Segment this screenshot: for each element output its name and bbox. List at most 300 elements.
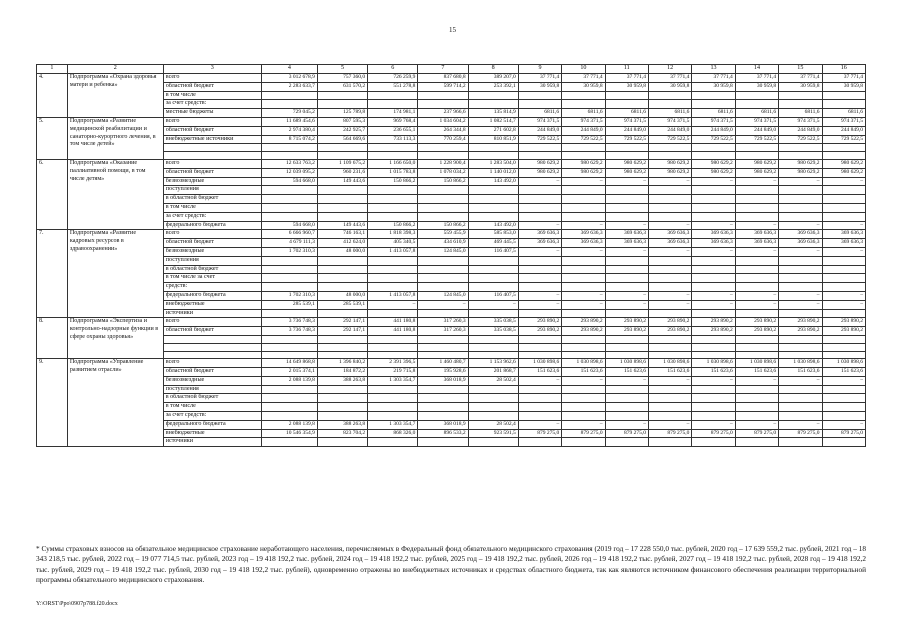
amount-cell: –	[822, 221, 865, 230]
amount-cell	[605, 212, 648, 221]
amount-cell: 2 283 633,7	[261, 82, 317, 91]
amount-cell: 125 789,8	[317, 109, 367, 118]
funding-source: федерального бюджета	[163, 291, 261, 300]
row-number: 7.	[37, 230, 68, 318]
amount-cell: 1 082 514,7	[468, 117, 518, 126]
amount-cell: –	[692, 221, 735, 230]
amount-cell	[605, 91, 648, 100]
amount-cell: 879 275,0	[648, 429, 691, 438]
amount-cell: 729 522,5	[518, 135, 561, 144]
amount-cell	[779, 144, 822, 152]
funding-source: за счет средств:	[163, 212, 261, 221]
column-header: 8	[468, 65, 518, 74]
column-header: 15	[779, 65, 822, 74]
amount-cell	[735, 274, 778, 283]
amount-cell: 980 629,2	[648, 159, 691, 168]
amount-cell: 244 849,0	[735, 126, 778, 135]
amount-cell	[518, 335, 561, 343]
amount-cell: 1 030 898,6	[822, 359, 865, 368]
amount-cell	[368, 385, 418, 394]
amount-cell: 879 275,0	[562, 429, 605, 438]
amount-cell: 2 391 396,5	[368, 359, 418, 368]
row-number: 8.	[37, 318, 68, 359]
amount-cell: 980 629,2	[779, 168, 822, 177]
amount-cell	[317, 385, 367, 394]
amount-cell: 1 030 898,6	[562, 359, 605, 368]
amount-cell: –	[518, 376, 561, 385]
amount-cell	[648, 186, 691, 195]
amount-cell	[735, 265, 778, 274]
amount-cell	[261, 274, 317, 283]
amount-cell	[418, 152, 468, 160]
amount-cell: 1 030 898,6	[692, 359, 735, 368]
funding-source	[163, 343, 261, 351]
amount-cell	[605, 152, 648, 160]
amount-cell	[261, 394, 317, 403]
amount-cell	[261, 256, 317, 265]
amount-cell: 293 890,2	[605, 318, 648, 327]
amount-cell: 30 959,8	[562, 82, 605, 91]
amount-cell	[648, 335, 691, 343]
amount-cell: 3 736 748,3	[261, 327, 317, 336]
amount-cell: 2 088 139,8	[261, 376, 317, 385]
amount-cell: 1 140 012,0	[468, 168, 518, 177]
amount-cell	[261, 100, 317, 109]
amount-cell: 389 207,0	[468, 74, 518, 83]
amount-cell: 729 522,5	[822, 135, 865, 144]
amount-cell	[735, 203, 778, 212]
amount-cell: 30 959,8	[779, 82, 822, 91]
amount-cell	[779, 274, 822, 283]
amount-cell	[468, 394, 518, 403]
amount-cell	[261, 412, 317, 421]
amount-cell: –	[692, 291, 735, 300]
funding-source: всего	[163, 74, 261, 83]
amount-cell	[317, 195, 367, 204]
amount-cell: 135 814,9	[468, 109, 518, 118]
amount-cell	[562, 91, 605, 100]
amount-cell	[418, 335, 468, 343]
amount-cell	[692, 438, 735, 447]
amount-cell: 388 263,8	[317, 376, 367, 385]
amount-cell: 285 539,1	[317, 300, 367, 309]
funding-source: в том числе	[163, 91, 261, 100]
amount-cell: 1 030 898,6	[779, 359, 822, 368]
amount-cell: –	[562, 247, 605, 256]
amount-cell: 28 502,4	[468, 420, 518, 429]
amount-cell	[418, 203, 468, 212]
funding-source: источники	[163, 438, 261, 447]
table-row	[37, 159, 866, 168]
amount-cell: –	[692, 420, 735, 429]
amount-cell: 1 413 057,8	[368, 247, 418, 256]
amount-cell: 244 849,0	[779, 126, 822, 135]
amount-cell: 441 180,8	[368, 327, 418, 336]
amount-cell	[648, 256, 691, 265]
amount-cell	[518, 438, 561, 447]
amount-cell: 30 959,8	[735, 82, 778, 91]
amount-cell: –	[648, 300, 691, 309]
amount-cell: 1 166 650,0	[368, 159, 418, 168]
amount-cell: 980 629,2	[822, 159, 865, 168]
amount-cell	[692, 256, 735, 265]
amount-cell	[562, 195, 605, 204]
amount-cell: 1 818 398,3	[368, 230, 418, 239]
amount-cell	[418, 412, 468, 421]
amount-cell	[518, 309, 561, 318]
amount-cell: 293 890,2	[562, 327, 605, 336]
amount-cell: –	[418, 300, 468, 309]
amount-cell	[779, 403, 822, 412]
amount-cell	[317, 351, 367, 359]
amount-cell	[518, 195, 561, 204]
amount-cell: 1 303 354,7	[368, 420, 418, 429]
amount-cell: –	[605, 300, 648, 309]
amount-cell: –	[518, 420, 561, 429]
amount-cell: –	[648, 291, 691, 300]
amount-cell: 149 443,6	[317, 177, 367, 186]
amount-cell	[317, 100, 367, 109]
amount-cell	[468, 152, 518, 160]
page-number: 15	[449, 26, 456, 34]
amount-cell: 559 455,9	[418, 230, 468, 239]
amount-cell	[418, 385, 468, 394]
amount-cell: 369 636,3	[735, 230, 778, 239]
amount-cell: 980 629,2	[648, 168, 691, 177]
amount-cell: 244 849,0	[648, 126, 691, 135]
amount-cell: 2 015 374,1	[261, 368, 317, 377]
amount-cell: –	[468, 300, 518, 309]
amount-cell	[468, 351, 518, 359]
amount-cell: 271 602,8	[468, 126, 518, 135]
amount-cell: –	[779, 177, 822, 186]
column-header: 16	[822, 65, 865, 74]
funding-source: в областной бюджет	[163, 195, 261, 204]
amount-cell	[468, 335, 518, 343]
amount-cell	[648, 152, 691, 160]
amount-cell	[317, 403, 367, 412]
amount-cell	[648, 195, 691, 204]
subprogram-name: Подпрограмма «Развитие кадровых ресурсов в здравоохранении»	[67, 230, 163, 318]
amount-cell	[418, 394, 468, 403]
amount-cell	[317, 256, 367, 265]
amount-cell: 729 522,5	[648, 135, 691, 144]
table-body	[37, 74, 866, 447]
amount-cell	[518, 385, 561, 394]
amount-cell: 293 890,2	[735, 318, 778, 327]
amount-cell	[261, 335, 317, 343]
amount-cell	[735, 144, 778, 152]
amount-cell	[735, 385, 778, 394]
column-header: 11	[605, 65, 648, 74]
amount-cell: 1 109 675,2	[317, 159, 367, 168]
amount-cell	[368, 144, 418, 152]
amount-cell: 369 636,3	[562, 230, 605, 239]
column-header: 9	[518, 65, 561, 74]
amount-cell: –	[735, 300, 778, 309]
subprogram-name: Подпрограмма «Управление развитием отрасли»	[67, 359, 163, 447]
amount-cell: 124 845,0	[418, 247, 468, 256]
amount-cell: 388 263,8	[317, 420, 367, 429]
amount-cell: 37 771,4	[822, 74, 865, 83]
amount-cell	[779, 100, 822, 109]
column-header: 10	[562, 65, 605, 74]
amount-cell	[261, 309, 317, 318]
amount-cell	[317, 152, 367, 160]
amount-cell: 369 636,3	[822, 239, 865, 248]
amount-cell	[261, 403, 317, 412]
funding-source: всего	[163, 117, 261, 126]
amount-cell: 729 522,5	[692, 135, 735, 144]
amount-cell	[518, 412, 561, 421]
amount-cell: 974 371,5	[735, 117, 778, 126]
amount-cell	[261, 144, 317, 152]
amount-cell	[648, 343, 691, 351]
amount-cell: –	[779, 420, 822, 429]
funding-source: внебюджетные	[163, 300, 261, 309]
amount-cell: 594 668,0	[261, 177, 317, 186]
amount-cell: 434 610,9	[418, 239, 468, 248]
amount-cell: 2 974 380,4	[261, 126, 317, 135]
amount-cell	[648, 412, 691, 421]
amount-cell: –	[822, 420, 865, 429]
funding-source: за счет средств:	[163, 412, 261, 421]
amount-cell: 37 771,4	[562, 74, 605, 83]
amount-cell	[418, 100, 468, 109]
amount-cell	[692, 343, 735, 351]
amount-cell	[692, 265, 735, 274]
amount-cell	[317, 343, 367, 351]
amount-cell	[317, 274, 367, 283]
table-row	[37, 117, 866, 126]
amount-cell	[418, 438, 468, 447]
table-row	[37, 74, 866, 83]
amount-cell	[368, 283, 418, 292]
amount-cell	[779, 256, 822, 265]
amount-cell: 143 492,0	[468, 221, 518, 230]
amount-cell: 960 231,6	[317, 168, 367, 177]
amount-cell: 2 088 139,8	[261, 420, 317, 429]
amount-cell: 37 771,4	[779, 74, 822, 83]
amount-cell	[317, 91, 367, 100]
amount-cell: 879 275,0	[692, 429, 735, 438]
amount-cell	[822, 212, 865, 221]
amount-cell	[735, 283, 778, 292]
amount-cell: 151 623,6	[735, 368, 778, 377]
amount-cell: 807 595,3	[317, 117, 367, 126]
funding-source: областной бюджет	[163, 126, 261, 135]
amount-cell	[779, 195, 822, 204]
amount-cell: 585 853,0	[468, 230, 518, 239]
amount-cell: 879 275,0	[735, 429, 778, 438]
funding-source: средств:	[163, 283, 261, 292]
amount-cell	[368, 343, 418, 351]
amount-cell	[562, 343, 605, 351]
funding-source: источники	[163, 309, 261, 318]
amount-cell	[692, 394, 735, 403]
amount-cell: 30 959,8	[518, 82, 561, 91]
amount-cell: 6811,6	[605, 109, 648, 118]
amount-cell: –	[822, 247, 865, 256]
amount-cell	[648, 91, 691, 100]
amount-cell: 6811,6	[692, 109, 735, 118]
amount-cell	[518, 203, 561, 212]
amount-cell: 11 689 454,6	[261, 117, 317, 126]
amount-cell: 242 925,7	[317, 126, 367, 135]
amount-cell: 1 078 034,2	[418, 168, 468, 177]
column-header: 1	[37, 65, 68, 74]
amount-cell: 293 890,2	[779, 327, 822, 336]
funding-source: в том числе за счет	[163, 274, 261, 283]
funding-source: всего	[163, 159, 261, 168]
amount-cell	[605, 351, 648, 359]
amount-cell: 369 636,3	[605, 239, 648, 248]
amount-cell	[822, 91, 865, 100]
amount-cell	[822, 343, 865, 351]
subprogram-name: Подпрограмма «Охрана здоровья матери и ребенка»	[67, 74, 163, 118]
amount-cell: 1 283 504,0	[468, 159, 518, 168]
amount-cell	[261, 203, 317, 212]
amount-cell	[317, 283, 367, 292]
amount-cell: –	[605, 291, 648, 300]
amount-cell: 369 636,3	[779, 230, 822, 239]
amount-cell: 551 278,8	[368, 82, 418, 91]
amount-cell	[735, 351, 778, 359]
amount-cell	[692, 100, 735, 109]
amount-cell: 335 038,5	[468, 318, 518, 327]
amount-cell: –	[518, 221, 561, 230]
funding-source: областной бюджет	[163, 368, 261, 377]
amount-cell	[822, 256, 865, 265]
amount-cell	[562, 283, 605, 292]
amount-cell: –	[648, 376, 691, 385]
amount-cell: 285 539,1	[261, 300, 317, 309]
amount-cell	[418, 309, 468, 318]
amount-cell: –	[605, 247, 648, 256]
amount-cell: 293 890,2	[518, 318, 561, 327]
amount-cell	[822, 394, 865, 403]
amount-cell: 726 259,9	[368, 74, 418, 83]
amount-cell: 980 629,2	[518, 159, 561, 168]
amount-cell: 631 570,2	[317, 82, 367, 91]
amount-cell	[418, 265, 468, 274]
amount-cell	[735, 91, 778, 100]
amount-cell: 810 851,9	[468, 135, 518, 144]
amount-cell	[822, 144, 865, 152]
amount-cell	[468, 256, 518, 265]
amount-cell: 594 668,0	[261, 221, 317, 230]
amount-cell: 219 715,8	[368, 368, 418, 377]
amount-cell	[735, 309, 778, 318]
amount-cell	[317, 309, 367, 318]
amount-cell: 1 030 898,6	[648, 359, 691, 368]
amount-cell	[518, 343, 561, 351]
amount-cell	[518, 394, 561, 403]
amount-cell: –	[562, 221, 605, 230]
amount-cell: –	[822, 291, 865, 300]
amount-cell: 292 147,1	[317, 327, 367, 336]
amount-cell	[468, 438, 518, 447]
amount-cell	[735, 335, 778, 343]
amount-cell	[562, 186, 605, 195]
amount-cell	[822, 203, 865, 212]
amount-cell: 151 623,6	[648, 368, 691, 377]
amount-cell: 879 275,0	[779, 429, 822, 438]
amount-cell	[692, 403, 735, 412]
amount-cell: 37 771,4	[735, 74, 778, 83]
amount-cell	[822, 274, 865, 283]
amount-cell: 244 849,0	[562, 126, 605, 135]
amount-cell	[648, 144, 691, 152]
amount-cell: 28 502,4	[468, 376, 518, 385]
amount-cell	[368, 335, 418, 343]
budget-table	[36, 64, 866, 447]
amount-cell	[648, 283, 691, 292]
amount-cell: 237 966,6	[418, 109, 468, 118]
amount-cell: 150 866,2	[418, 221, 468, 230]
amount-cell	[605, 203, 648, 212]
funding-source: в том числе	[163, 403, 261, 412]
amount-cell: –	[735, 221, 778, 230]
amount-cell	[468, 91, 518, 100]
amount-cell: 37 771,4	[692, 74, 735, 83]
amount-cell: 369 636,3	[822, 230, 865, 239]
amount-cell	[368, 274, 418, 283]
amount-cell	[605, 186, 648, 195]
amount-cell	[822, 100, 865, 109]
amount-cell: –	[779, 376, 822, 385]
amount-cell: –	[518, 291, 561, 300]
amount-cell	[468, 100, 518, 109]
table-row	[37, 359, 866, 368]
amount-cell	[468, 212, 518, 221]
amount-cell	[822, 195, 865, 204]
amount-cell: 293 890,2	[518, 327, 561, 336]
amount-cell: 244 849,0	[692, 126, 735, 135]
amount-cell: 369 636,3	[692, 239, 735, 248]
amount-cell	[692, 212, 735, 221]
amount-cell: –	[779, 221, 822, 230]
amount-cell	[468, 265, 518, 274]
amount-cell: 30 959,8	[605, 82, 648, 91]
amount-cell: 879 275,0	[518, 429, 561, 438]
column-header: 4	[261, 65, 317, 74]
amount-cell: 317 260,3	[418, 318, 468, 327]
amount-cell	[468, 403, 518, 412]
amount-cell	[779, 186, 822, 195]
amount-cell	[317, 212, 367, 221]
amount-cell	[692, 91, 735, 100]
amount-cell: 150 866,2	[368, 221, 418, 230]
funding-source: внебюджетные	[163, 429, 261, 438]
amount-cell: 293 890,2	[692, 318, 735, 327]
amount-cell: 3 736 748,3	[261, 318, 317, 327]
amount-cell	[822, 351, 865, 359]
amount-cell	[468, 343, 518, 351]
amount-cell	[368, 265, 418, 274]
row-number: 4.	[37, 74, 68, 118]
funding-source: областной бюджет	[163, 82, 261, 91]
amount-cell	[779, 394, 822, 403]
amount-cell: –	[822, 376, 865, 385]
amount-cell: 293 890,2	[648, 318, 691, 327]
amount-cell	[605, 438, 648, 447]
amount-cell	[779, 385, 822, 394]
amount-cell	[368, 152, 418, 160]
amount-cell	[648, 385, 691, 394]
amount-cell: 729 045,2	[261, 109, 317, 118]
amount-cell	[518, 403, 561, 412]
